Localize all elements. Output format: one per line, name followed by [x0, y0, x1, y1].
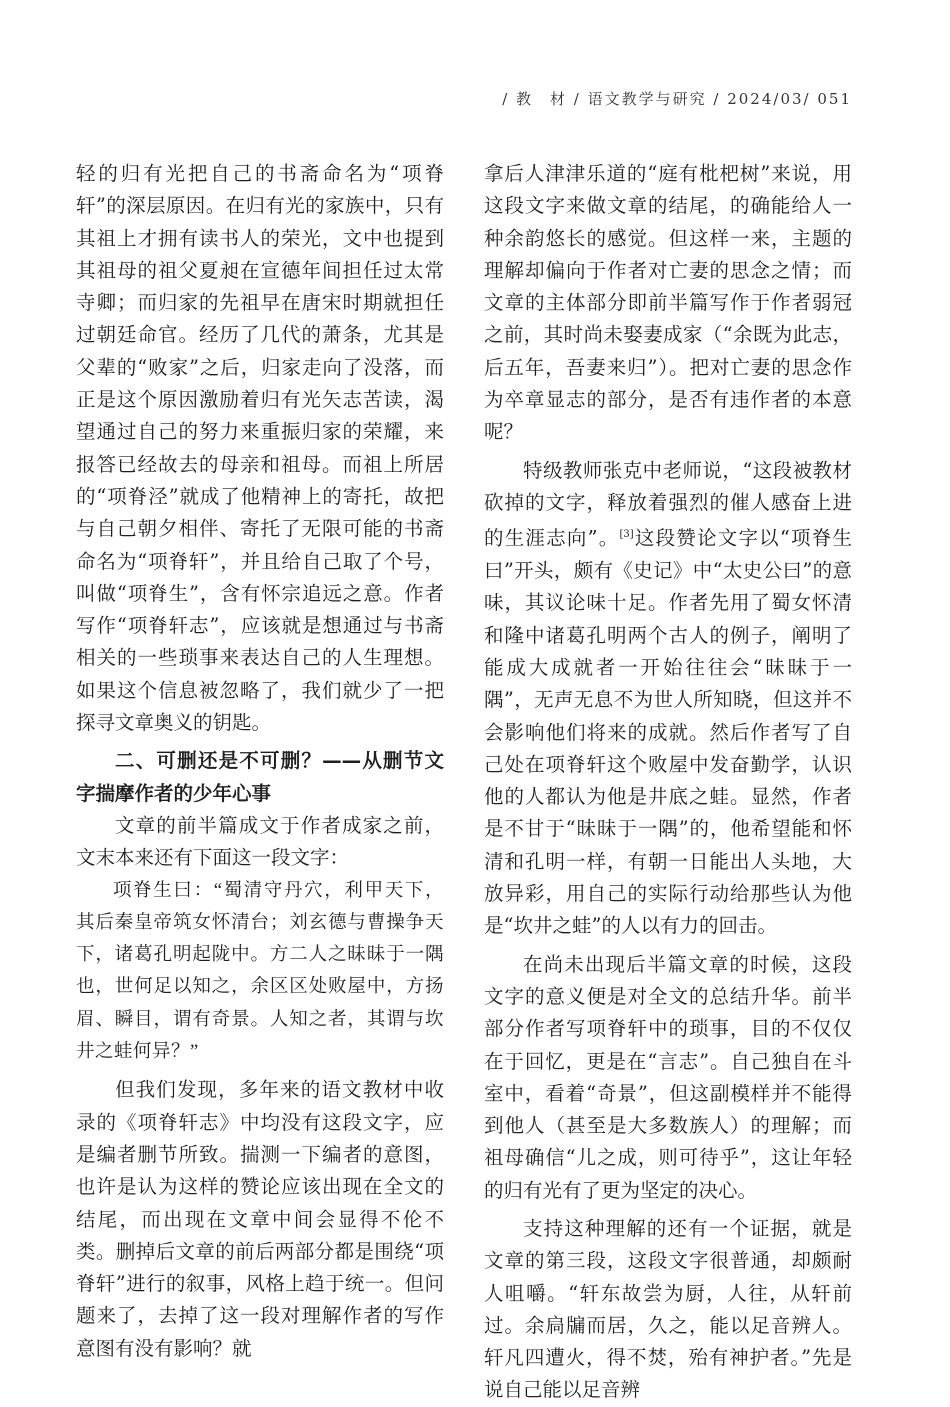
right-paragraph-2-part-a: 特级教师张克中老师说，“这段被教材砍掉的文字，释放着强烈的催人感奋上进的生涯志向”。	[484, 458, 852, 550]
right-paragraph-1: 拿后人津津乐道的“庭有枇杷树”来说，用这段文字来做文章的结尾，的确能给人一种余韵悠长的感觉。但这样一来，主题的理解却偏向于作者对亡妻的思念之情；而文章的主体部分即前半篇写作于作者弱冠之前，其时尚未娶妻成家（“余既为此志，后五年，吾妻来归”）。把对亡妻的思念作为卒章显志的部分，是否有违作者的本意呢？	[484, 162, 852, 444]
citation-ref: [3]	[619, 529, 634, 541]
right-paragraph-3: 在尚未出现后半篇文章的时候，这段文字的意义便是对全文的总结升华。前半部分作者写项脊轩中的琐事，目的不仅仅在于回忆，更是在“言志”。自己独自在斗室中，看着“奇景”，但这副模样并不能得到他人（甚至是大多数族人）的理解；而祖母确信“儿之成，则可待乎”，这让年轻的归有光有了更为坚定的决心。	[484, 952, 852, 1202]
right-paragraph-2	[484, 455, 852, 943]
left-paragraph-3: 但我们发现，多年来的语文教材中收录的《项脊轩志》中均没有这段文字，应是编者删节所致。揣测一下编者的意图，也许是认为这样的赞论应该出现在全文的结尾，而出现在文章中间会显得不伦不类。删掉后文章的前后两部分都是围绕“项脊轩”进行的叙事，风格上趋于统一。但问题来了，去掉了这一段对理解作者的写作意图有没有影响？就	[76, 1078, 444, 1360]
block-quote: 项脊生曰：“蜀清守丹穴，利甲天下，其后秦皇帝筑女怀清台；刘玄德与曹操争天下，诸葛孔明起陇中。方二人之昧昧于一隅也，世何足以知之，余区区处败屋中，方扬眉、瞬目，谓有奇景。人知之者，其谓与坎井之蛙何异？”	[76, 880, 444, 1063]
left-column	[76, 158, 444, 1365]
right-paragraph-2-part-b: 这段赞论文字以“项脊生曰”开头，颇有《史记》中“太史公曰”的意味，其议论味十足。作者先用了蜀女怀清和隆中诸葛孔明两个古人的例子，阐明了能成大成就者一开始往往会“昧昧于一隅”，无声无息不为世人所知晓，但这并不会影响他们将来的成就。然后作者写了自己处在项脊轩这个败屋中发奋勤学，认识他的人都认为他是井底之蛙。显然，作者是不甘于“昧昧于一隅”的，他希望能和怀清和孔明一样，有朝一日能出人头地，大放异彩，用自己的实际行动给那些认为他是“坎井之蛙”的人以有力的回击。	[484, 526, 852, 938]
section-heading: 二、可删还是不可删？——从删节文字揣摩作者的少年心事	[76, 749, 444, 805]
right-column	[484, 158, 852, 1407]
running-header: / 教 材 / 语文教学与研究 / 2024/03/ 051	[502, 90, 852, 108]
left-paragraph-1: 轻的归有光把自己的书斋命名为“项脊轩”的深层原因。在归有光的家族中，只有其祖上才拥有读书人的荣光，文中也提到其祖母的祖父夏昶在宣德年间担任过太常寺卿；而归家的先祖早在唐宋时期就担任过朝廷命官。经历了几代的萧条，尤其是父辈的“败家”之后，归家走向了没落，而正是这个原因激励着归有光矢志苦读，渴望通过自己的努力来重振归家的荣耀，来报答已经故去的母亲和祖母。而祖上所居的“项脊泾”就成了他精神上的寄托，故把与自己朝夕相伴、寄托了无限可能的书斋命名为“项脊轩”，并且给自己取了个号，叫做“项脊生”，含有怀宗追远之意。作者写作“项脊轩志”，应该就是想通过与书斋相关的一些琐事来表达自己的人生理想。如果这个信息被忽略了，我们就少了一把探寻文章奥义的钥匙。	[76, 162, 444, 735]
right-paragraph-4: 支持这种理解的还有一个证据，就是文章的第三段，这段文字很普通，却颇耐人咀嚼。“轩东故尝为厨，人往，从轩前过。余扃牖而居，久之，能以足音辨人。轩凡四遭火，得不焚，殆有神护者。”先是说自己能以足音辨	[484, 1217, 852, 1402]
left-paragraph-2: 文章的前半篇成文于作者成家之前，文末本来还有下面这一段文字：	[76, 813, 444, 870]
